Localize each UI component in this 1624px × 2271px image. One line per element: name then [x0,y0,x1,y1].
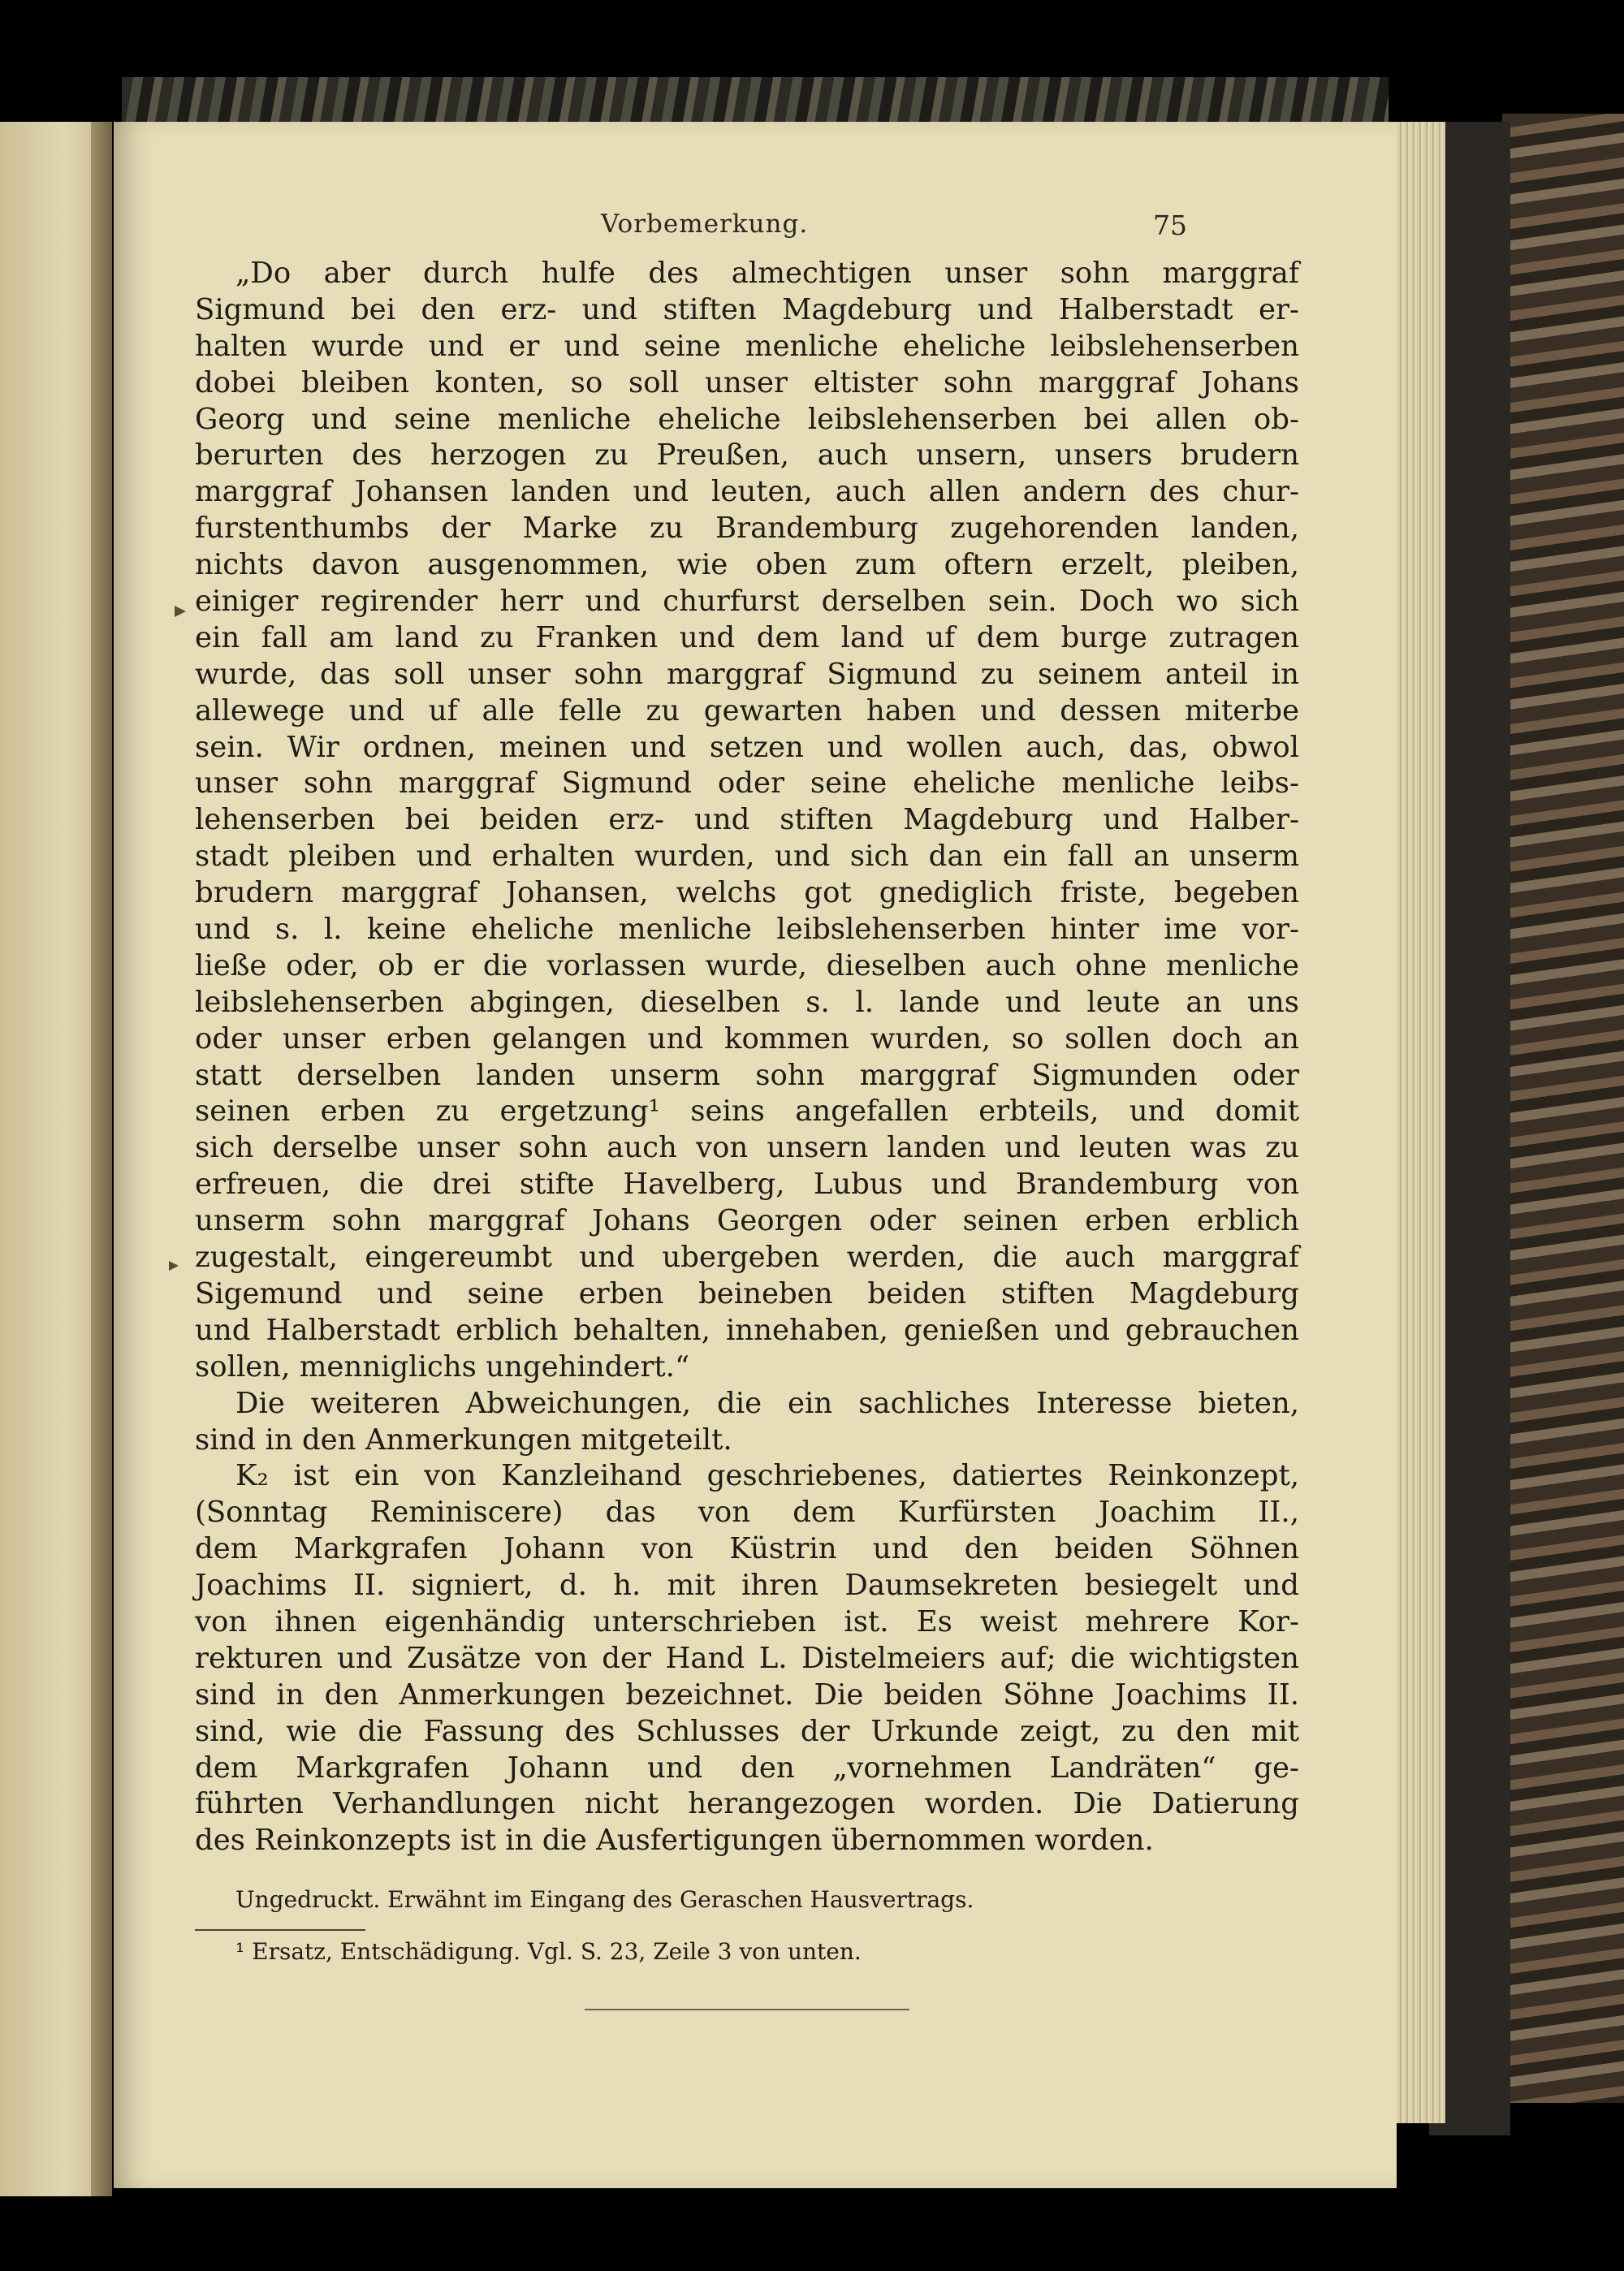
footnote: ¹ Ersatz, Entschädigung. Vgl. S. 23, Zeile 3 von unten. [235,1938,862,1965]
text-line: zugestalt, eingereumbt und ubergeben werden, die auch marggraf [195,1241,1299,1275]
book-cover-top [122,77,1389,126]
text-line: brudern marggraf Johansen, welchs got gnediglich friste, begeben [195,876,1299,910]
text-line: lehenserben bei beiden erz- und stiften Magdeburg und Halber- [195,803,1299,837]
text-line: statt derselben landen unserm sohn marggraf Sigmunden oder [195,1058,1299,1092]
text-line: marggraf Johansen landen und leuten, auch allen andern des chur- [195,475,1299,509]
text-line: rekturen und Zusätze von der Hand L. Distelmeiers auf; die wichtigsten [195,1641,1299,1675]
running-head: Vorbemerkung. [601,209,809,239]
left-page-edge [0,122,91,2196]
text-line: halten wurde und er und seine menliche eheliche leibslehenserben [195,329,1299,363]
margin-mark-icon [175,606,186,617]
text-line: von ihnen eigenhändig unterschrieben ist. Es weist mehrere Kor- [195,1604,1299,1638]
text-line: Sigmund bei den erz- und stiften Magdeburg und Halberstadt er- [195,292,1299,326]
text-line: unserm sohn marggraf Johans Georgen oder seinen erben erblich [195,1204,1299,1238]
text-line: furstenthumbs der Marke zu Brandemburg zugehorenden landen, [195,512,1299,546]
footnote-rule [195,1929,365,1931]
text-line: sind in den Anmerkungen mitgeteilt. [195,1423,732,1457]
body-text [195,256,1299,1859]
left-gutter [91,122,112,2196]
text-line: einiger regirender herr und churfurst derselben sein. Doch wo sich [195,585,1299,619]
bottom-rule [585,2009,909,2010]
text-line: führten Verhandlungen nicht herangezogen worden. Die Datierung [195,1787,1299,1821]
footnote-block [195,1934,1299,1970]
text-line: dem Markgrafen Johann von Küstrin und den beiden Söhnen [195,1532,1299,1566]
text-line: wurde, das soll unser sohn marggraf Sigmund zu seinem anteil in [195,657,1299,691]
text-line: (Sonntag Reminiscere) das von dem Kurfürsten Joachim II., [195,1496,1299,1530]
text-line: sind, wie die Fassung des Schlusses der Urkunde zeigt, zu den mit [195,1714,1299,1748]
text-line: stadt pleiben und erhalten wurden, und sich dan ein fall an unserm [195,840,1299,874]
text-line: dobei bleiben konten, so soll unser eltister sohn marggraf Johans [195,365,1299,399]
text-line: sollen, menniglichs ungehindert.“ [195,1349,690,1384]
page-number: 75 [1153,209,1187,241]
text-line: „Do aber durch hulfe des almechtigen unser sohn marggraf [235,257,1299,290]
book-cover-right [1502,114,1624,2103]
text-line: oder unser erben gelangen und kommen wurden, so sollen doch an [195,1021,1299,1056]
notes-block [195,1882,1299,1918]
source-note: Ungedruckt. Erwähnt im Eingang des Geraschen Hausvertrags. [235,1886,974,1913]
text-line: dem Markgrafen Johann und den „vornehmen Landräten“ ge- [195,1751,1299,1785]
page-header [114,209,1397,250]
text-line: sich derselbe unser sohn auch von unsern landen und leuten was zu [195,1131,1299,1165]
margin-mark-icon [169,1261,179,1271]
text-line: allewege und uf alle felle zu gewarten haben und dessen miterbe [195,693,1299,727]
text-line: des Reinkonzepts ist in die Ausfertigungen übernommen worden. [195,1824,1154,1858]
text-line: Georg und seine menliche eheliche leibslehenserben bei allen ob- [195,402,1299,436]
text-line: ein fall am land zu Franken und dem land uf dem burge zutragen [195,620,1299,654]
text-line: und Halberstadt erblich behalten, innehaben, genießen und gebrauchen [195,1313,1299,1347]
text-line: unser sohn marggraf Sigmund oder seine eheliche menliche leibs- [195,766,1299,801]
text-line: sind in den Anmerkungen bezeichnet. Die beiden Söhne Joachims II. [195,1677,1299,1712]
text-line: berurten des herzogen zu Preußen, auch unsern, unsers brudern [195,438,1299,473]
text-line: K₂ ist ein von Kanzleihand geschriebenes, datiertes Reinkonzept, [235,1459,1299,1493]
text-line: nichts davon ausgenommen, wie oben zum oftern erzelt, pleiben, [195,548,1299,582]
text-line: erfreuen, die drei stifte Havelberg, Lubus und Brandemburg von [195,1168,1299,1202]
text-line: leibslehenserben abgingen, dieselben s. l. lande und leute an uns [195,985,1299,1019]
text-line: ließe oder, ob er die vorlassen wurde, dieselben auch ohne menliche [195,948,1299,982]
text-line: seinen erben zu ergetzung¹ seins angefallen erbteils, und domit [195,1094,1299,1129]
text-line: sein. Wir ordnen, meinen und setzen und wollen auch, das, obwol [195,730,1299,764]
text-line: Sigemund und seine erben beineben beiden stiften Magdeburg [195,1276,1299,1310]
text-line: Joachims II. signiert, d. h. mit ihren Daumsekreten besiegelt und [195,1569,1299,1603]
book-page [114,122,1397,2188]
text-line: und s. l. keine eheliche menliche leibslehenserben hinter ime vor- [195,913,1299,947]
text-line: Die weiteren Abweichungen, die ein sachliches Interesse bieten, [235,1386,1299,1420]
